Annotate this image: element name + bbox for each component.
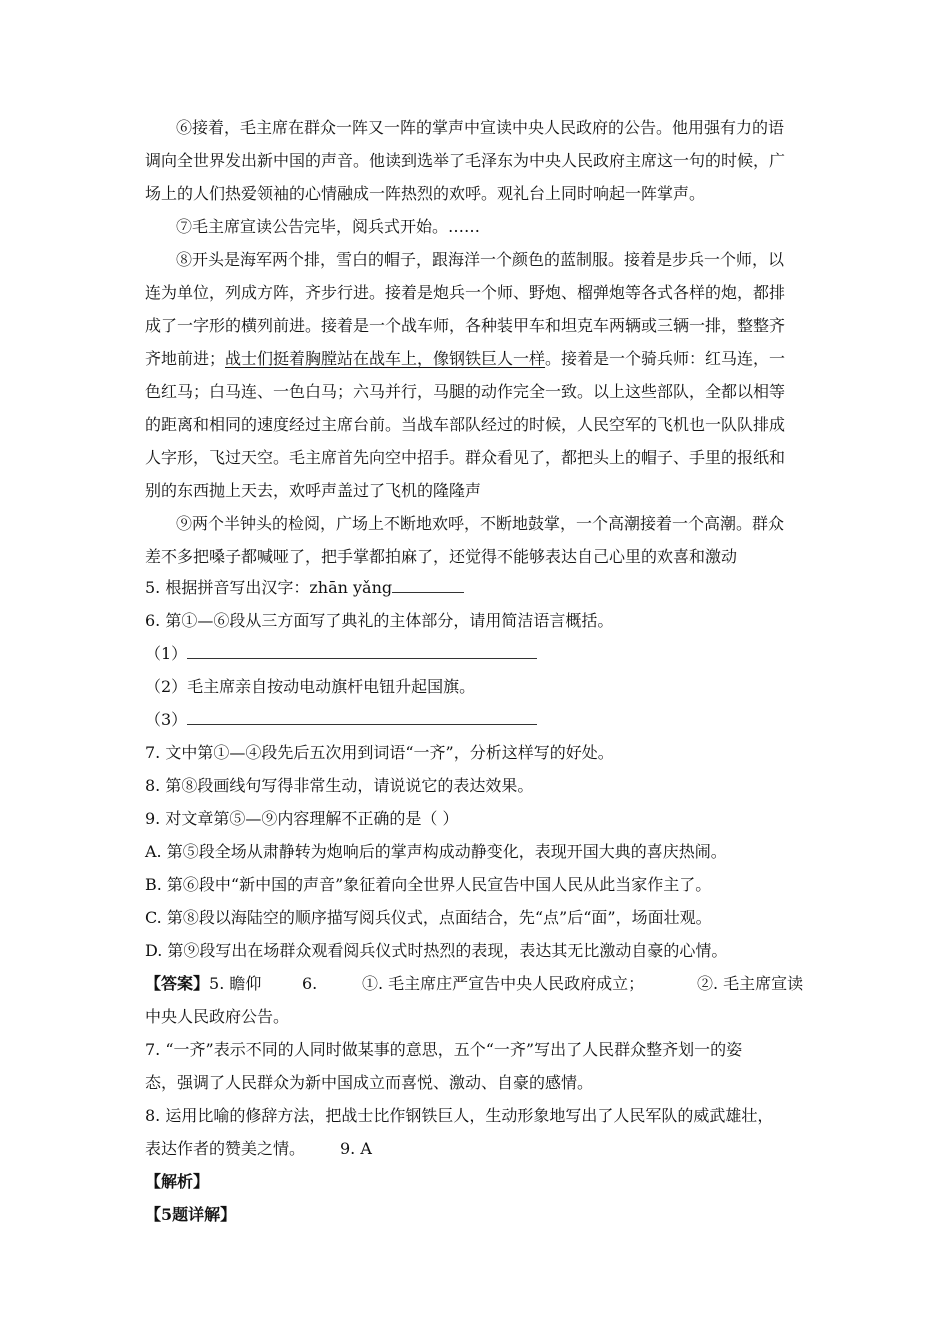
paragraph-8-line-7: 人字形，飞过天空。毛主席首先向空中招手。群众看见了，都把头上的帽子、手里的报纸和	[145, 448, 786, 467]
answer-5: 5. 瞻仰	[209, 974, 262, 993]
paragraph-8-line-8: 别的东西抛上天去，欢呼声盖过了飞机的隆隆声	[145, 481, 482, 500]
answer-6-part-2: ②. 毛主席宣读	[697, 974, 804, 993]
paragraph-8-line-1: ⑧开头是海军两个排，雪白的帽子，跟海洋一个颜色的蓝制服。接着是步兵一个师，以	[176, 250, 785, 269]
answer-6-continued: 中央人民政府公告。	[145, 1007, 290, 1026]
answer-blank	[187, 710, 537, 725]
answer-8-line-2: 表达作者的赞美之情。	[145, 1139, 306, 1158]
underlined-sentence: 战士们挺着胸膛站在战车上，像钢铁巨人一样	[225, 349, 546, 368]
paragraph-8-line-5: 色红马；白马连、一色白马；六马并行，马腿的动作完全一致。以上这些部队，全都以相等	[145, 382, 786, 401]
question-6-item-2: （2）毛主席亲自按动电动旗杆电钮升起国旗。	[145, 677, 476, 696]
question-6-item-1	[145, 643, 537, 665]
paragraph-9-line-2: 差不多把嗓子都喊哑了，把手掌都拍麻了，还觉得不能够表达自己心里的欢喜和激动	[145, 547, 738, 566]
option-b: B. 第⑥段中“新中国的声音”象征着向全世界人民宣告中国人民从此当家作主了。	[145, 875, 712, 894]
answer-9: 9. A	[340, 1139, 372, 1158]
option-d: D. 第⑨段写出在场群众观看阅兵仪式时热烈的表现，表达其无比激动自豪的心情。	[145, 941, 728, 960]
paragraph-8-line-2: 连为单位，列成方阵，齐步行进。接着是炮兵一个师、野炮、榴弹炮等各式各样的炮，都排	[145, 283, 786, 302]
question-5-text: 5. 根据拼音写出汉字：zhān yǎng	[145, 578, 393, 597]
paragraph-8-line-6: 的距离和相同的速度经过主席台前。当战车部队经过的时候，人民空军的飞机也一队队排成	[145, 415, 786, 434]
question-9: 9. 对文章第⑤—⑨内容理解不正确的是（ ）	[145, 809, 459, 828]
question-8: 8. 第⑧段画线句写得非常生动，请说说它的表达效果。	[145, 776, 534, 795]
answer-6-number: 6.	[302, 974, 318, 993]
answer-label: 【答案】	[145, 974, 210, 993]
question-6-item-3	[145, 709, 537, 731]
question-7: 7. 文中第①—④段先后五次用到词语“一齐”，分析这样写的好处。	[145, 743, 614, 762]
paragraph-7: ⑦毛主席宣读公告完毕，阅兵式开始。……	[176, 217, 481, 236]
question-6-item-1-label: （1）	[145, 644, 188, 663]
answer-8-line-1: 8. 运用比喻的修辞方法，把战士比作钢铁巨人，生动形象地写出了人民军队的威武雄壮，	[145, 1106, 774, 1125]
paragraph-6-line-2: 调向全世界发出新中国的声音。他读到选举了毛泽东为中央人民政府主席这一句的时候，广	[145, 151, 786, 170]
answer-7-line-1: 7. “一齐”表示不同的人同时做某事的意思，五个“一齐”写出了人民群众整齐划一的姿	[145, 1040, 743, 1059]
answer-6-part-1: ①. 毛主席庄严宣告中央人民政府成立；	[362, 974, 645, 993]
paragraph-8-line-4	[145, 348, 785, 370]
analysis-heading: 【解析】	[145, 1172, 210, 1191]
paragraph-6-line-1: ⑥接着，毛主席在群众一阵又一阵的掌声中宣读中央人民政府的公告。他用强有力的语	[176, 118, 785, 137]
paragraph-9-line-1: ⑨两个半钟头的检阅，广场上不断地欢呼，不断地鼓掌，一个高潮接着一个高潮。群众	[176, 514, 785, 533]
paragraph-8-line-3: 成了一字形的横列前进。接着是一个战车师，各种装甲车和坦克车两辆或三辆一排，整整齐	[145, 316, 786, 335]
question-5	[145, 577, 464, 599]
question-6-item-3-label: （3）	[145, 710, 188, 729]
question-6: 6. 第①—⑥段从三方面写了典礼的主体部分，请用简洁语言概括。	[145, 611, 614, 630]
answer-blank	[392, 578, 464, 593]
answer-line-1	[145, 973, 261, 995]
paragraph-8-line-4-post: 。接着是一个骑兵师：红马连，一	[545, 349, 786, 368]
answer-blank	[187, 644, 537, 659]
option-c: C. 第⑧段以海陆空的顺序描写阅兵仪式，点面结合，先“点”后“面”，场面壮观。	[145, 908, 712, 927]
paragraph-8-line-4-pre: 齐地前进；	[145, 349, 226, 368]
paragraph-6-line-3: 场上的人们热爱领袖的心情融成一阵热烈的欢呼。观礼台上同时响起一阵掌声。	[145, 184, 706, 203]
option-a: A. 第⑤段全场从肃静转为炮响后的掌声构成动静变化，表现开国大典的喜庆热闹。	[145, 842, 727, 861]
question-5-detail-heading: 【5题详解】	[145, 1205, 237, 1224]
answer-7-line-2: 态，强调了人民群众为新中国成立而喜悦、激动、自豪的感情。	[145, 1073, 594, 1092]
